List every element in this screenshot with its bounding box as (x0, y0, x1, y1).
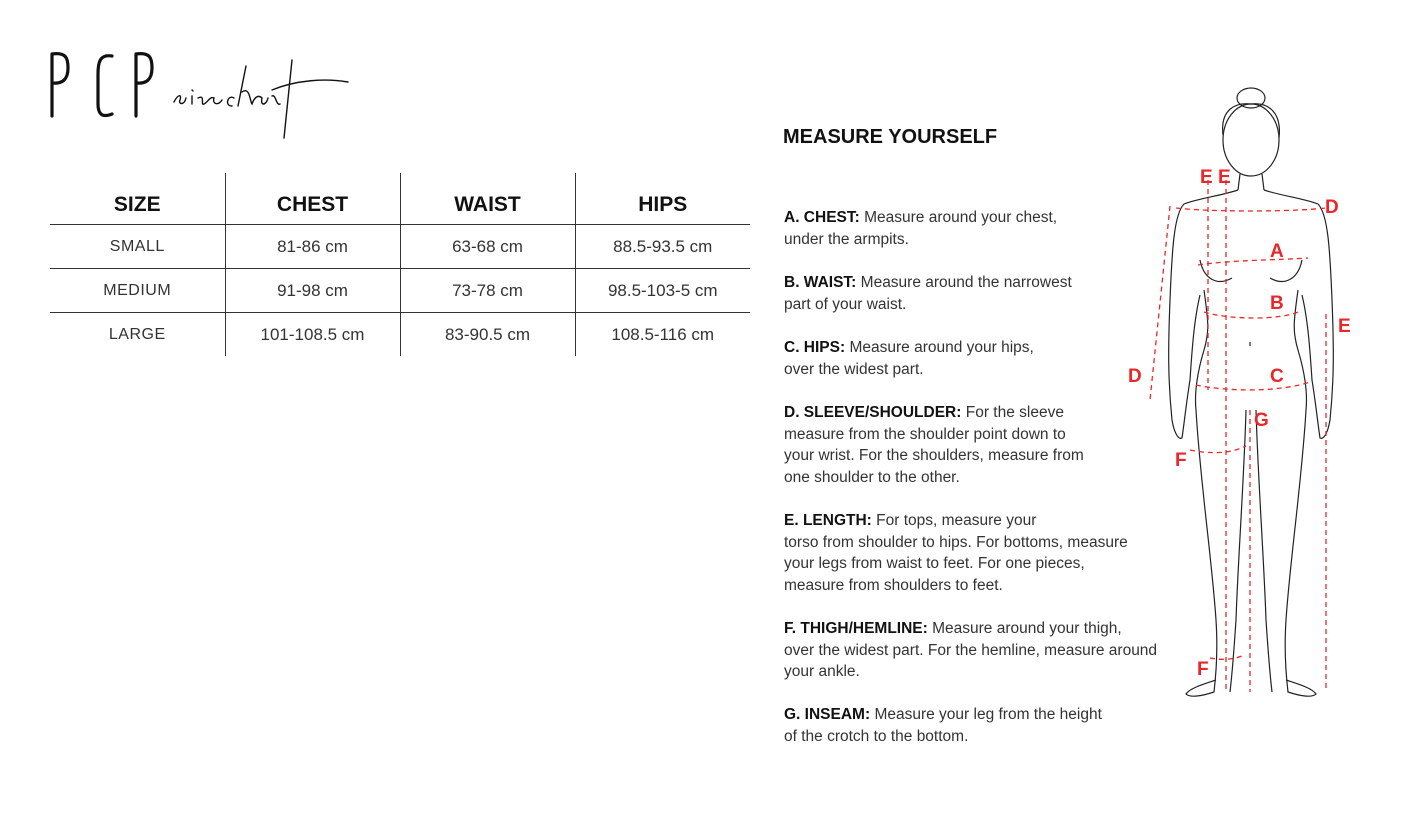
label-e-3: E (1338, 316, 1351, 337)
chest-cell: 81-86 cm (225, 225, 400, 269)
column-header-size: SIZE (50, 173, 225, 225)
size-cell: SMALL (50, 225, 225, 269)
label-d-sleeve: D (1128, 366, 1142, 387)
instruction-label: D. SLEEVE/SHOULDER: (784, 404, 962, 421)
column-header-chest: CHEST (225, 173, 400, 225)
right-arm-outline (1264, 190, 1333, 438)
head-outline (1223, 104, 1279, 176)
label-g: G (1254, 410, 1269, 431)
label-e-1: E (1200, 167, 1213, 188)
label-e-2: E (1218, 167, 1231, 188)
hair-outline (1223, 104, 1280, 138)
sleeve-measure-line (1150, 206, 1170, 400)
table-row (50, 225, 750, 269)
pcp-logo (46, 46, 366, 146)
hips-cell: 98.5-103-5 cm (575, 269, 750, 313)
size-cell: MEDIUM (50, 269, 225, 313)
waist-cell: 73-78 cm (400, 269, 575, 313)
instruction-text: Measure around your hips, over the widest part. (784, 339, 1034, 378)
size-table (50, 173, 750, 356)
instruction-label: A. CHEST: (784, 209, 860, 226)
left-arm-outline (1169, 190, 1238, 438)
column-header-waist: WAIST (400, 173, 575, 225)
waist-measure-line (1204, 312, 1298, 318)
body-measurement-figure (1120, 80, 1380, 710)
label-f-hemline: F (1197, 659, 1209, 680)
instruction-text: Measure your leg from the height of the crotch to the bottom. (784, 706, 1102, 745)
instruction-label: C. HIPS: (784, 339, 846, 356)
label-d-shoulder: D (1325, 197, 1339, 218)
instruction-text: Measure around your chest, under the armpits. (784, 209, 1058, 248)
table-row (50, 313, 750, 357)
instruction-inseam (784, 704, 1204, 747)
label-c: C (1270, 366, 1284, 387)
shoulder-measure-line (1176, 208, 1326, 211)
hips-cell: 108.5-116 cm (575, 313, 750, 357)
hips-cell: 88.5-93.5 cm (575, 225, 750, 269)
chest-cell: 91-98 cm (225, 269, 400, 313)
body-figure-diagram (1120, 80, 1380, 710)
instruction-label: G. INSEAM: (784, 706, 871, 723)
measure-yourself-title: MEASURE YOURSELF (783, 126, 998, 148)
label-f-thigh: F (1175, 450, 1187, 471)
column-header-hips: HIPS (575, 173, 750, 225)
instruction-text: For tops, measure your torso from shoulder to hips. For bottoms, measure your legs from waist to feet. For one pieces, measure from shoulders to feet. (784, 512, 1128, 594)
hair-bun (1237, 88, 1265, 108)
instruction-label: B. WAIST: (784, 274, 857, 291)
chest-cell: 101-108.5 cm (225, 313, 400, 357)
left-leg-inner (1230, 410, 1246, 692)
table-row (50, 269, 750, 313)
right-leg-inner (1256, 410, 1272, 692)
instruction-text: For the sleeve measure from the shoulder point down to your wrist. For the shoulders, measure from one shoulder to the other. (784, 404, 1084, 486)
right-leg-outer (1285, 410, 1316, 696)
instruction-label: F. THIGH/HEMLINE: (784, 620, 928, 637)
label-b: B (1270, 293, 1284, 314)
chest-outline (1200, 260, 1302, 281)
waist-cell: 83-90.5 cm (400, 313, 575, 357)
pcp-size-chart-logo (46, 46, 366, 146)
instruction-text: Measure around the narrowest part of your waist. (784, 274, 1072, 313)
instruction-text: Measure around your thigh, over the widest part. For the hemline, measure around your ankle. (784, 620, 1158, 681)
label-a: A (1270, 241, 1284, 262)
instruction-label: E. LENGTH: (784, 512, 872, 529)
waist-cell: 63-68 cm (400, 225, 575, 269)
size-cell: LARGE (108, 325, 166, 343)
table-header-row (50, 173, 750, 225)
chest-measure-line (1198, 258, 1308, 265)
hips-measure-line (1196, 382, 1310, 390)
